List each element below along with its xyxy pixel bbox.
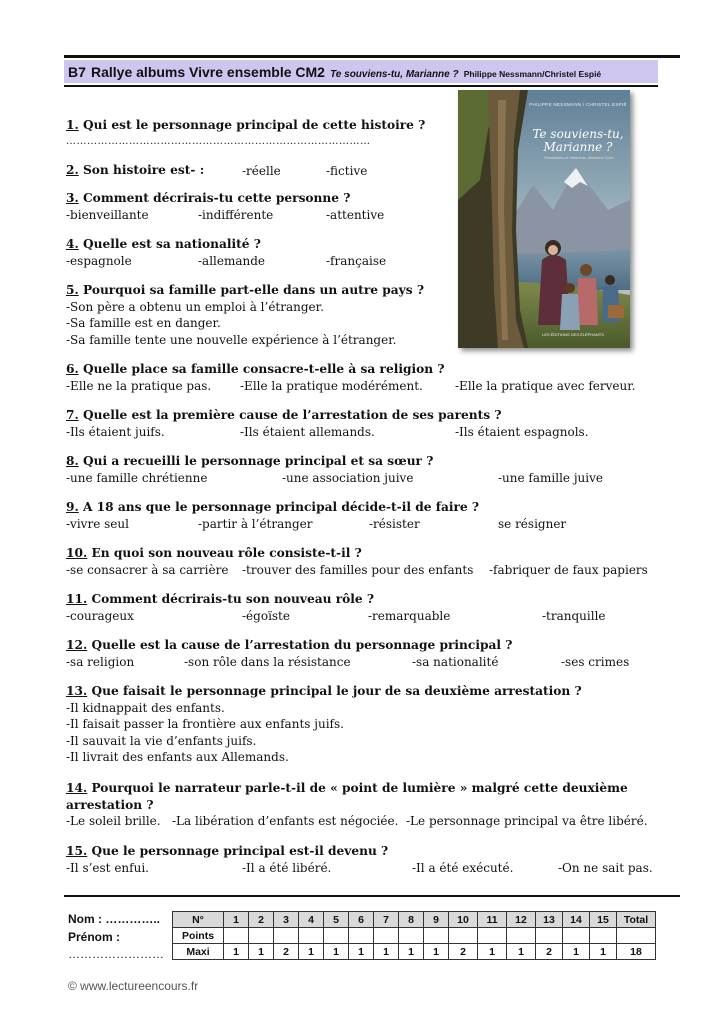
score-input-cell[interactable] xyxy=(349,928,374,944)
answer-option[interactable]: -ses crimes xyxy=(561,654,630,669)
answer-option[interactable]: -fictive xyxy=(326,164,368,178)
question-14 xyxy=(66,780,666,830)
question-number: 1. xyxy=(66,118,79,132)
score-input-cell[interactable] xyxy=(424,928,449,944)
cover-title xyxy=(528,128,628,154)
score-input-cell[interactable] xyxy=(563,928,590,944)
question-number: 14. xyxy=(66,781,88,795)
answer-option[interactable]: -Elle ne la pratique pas. xyxy=(66,378,212,393)
question-text: Quelle est sa nationalité ? xyxy=(82,237,261,251)
question-number: 9. xyxy=(66,500,79,514)
score-cell: 8 xyxy=(399,912,424,928)
answer-option[interactable]: -une famille chrétienne xyxy=(66,470,208,485)
answer-option[interactable]: -Sa famille tente une nouvelle expérience à l’étranger. xyxy=(66,332,397,347)
answer-option[interactable]: -se consacrer à sa carrière xyxy=(66,562,229,577)
score-input-cell[interactable] xyxy=(449,928,478,944)
header-rule-bottom xyxy=(64,85,658,87)
question-text: Que le personnage principal est-il devenu ? xyxy=(91,844,389,858)
answer-option[interactable]: se résigner xyxy=(498,516,567,531)
question-8 xyxy=(66,453,666,487)
cover-title-line2: Marianne ? xyxy=(543,140,613,154)
score-header-row xyxy=(173,912,656,928)
score-cell: 1 xyxy=(478,944,507,960)
answer-line[interactable]: …………………………………………………………………………… xyxy=(66,135,371,147)
question-text: Quelle est la première cause de l’arrestation de ses parents ? xyxy=(82,408,502,422)
score-cell: 2 xyxy=(536,944,563,960)
score-input-cell[interactable] xyxy=(399,928,424,944)
score-cell: 1 xyxy=(324,944,349,960)
score-input-cell[interactable] xyxy=(224,928,249,944)
question-text: Pourquoi sa famille part-elle dans un autre pays ? xyxy=(82,283,424,297)
question-number: 11. xyxy=(66,592,88,606)
score-input-cell[interactable] xyxy=(274,928,299,944)
question-number: 7. xyxy=(66,408,79,422)
answer-option[interactable]: -remarquable xyxy=(368,608,451,623)
question-number: 10. xyxy=(66,546,88,560)
question-text: Quelle place sa famille consacre-t-elle à sa religion ? xyxy=(82,362,445,376)
score-cell: 1 xyxy=(590,944,617,960)
header-code: B7 xyxy=(68,64,86,80)
question-text: Pourquoi le narrateur parle-t-il de « point de lumière » malgré cette deuxième xyxy=(91,781,628,795)
score-cell: Points xyxy=(173,928,224,944)
score-cell: N° xyxy=(173,912,224,928)
cover-publisher: LES ÉDITIONS DES ÉLÉPHANTS xyxy=(542,332,604,337)
answer-option[interactable]: -égoïste xyxy=(242,608,290,623)
score-cell: 1 xyxy=(249,944,274,960)
answer-option[interactable]: -Il faisait passer la frontière aux enfants juifs. xyxy=(66,717,344,731)
answer-option[interactable]: -une famille juive xyxy=(498,470,603,485)
score-cell: 1 xyxy=(399,944,424,960)
prenom-dots[interactable]: …………………… xyxy=(68,947,164,961)
question-number: 6. xyxy=(66,362,79,376)
answer-option[interactable]: -résister xyxy=(369,516,420,531)
score-cell: Total xyxy=(617,912,656,928)
score-cell: 4 xyxy=(299,912,324,928)
score-points-row xyxy=(173,928,656,944)
header-authors: Philippe Nessmann/Christel Espié xyxy=(463,69,602,79)
score-cell: 2 xyxy=(249,912,274,928)
answer-option[interactable]: -fabriquer de faux papiers xyxy=(489,562,648,577)
score-input-cell[interactable] xyxy=(536,928,563,944)
question-number: 2. xyxy=(66,163,79,177)
question-text: Qui est le personnage principal de cette histoire ? xyxy=(82,118,426,132)
cover-authors: PHILIPPE NESSMANN / CHRISTEL ESPIÉ xyxy=(529,102,627,107)
score-cell: 15 xyxy=(590,912,617,928)
question-1 xyxy=(66,117,425,150)
header-book-title: Te souviens-tu, Marianne ? xyxy=(330,69,459,80)
score-cell: 7 xyxy=(374,912,399,928)
question-text: Son histoire est- : xyxy=(82,163,205,177)
score-cell: 6 xyxy=(349,912,374,928)
score-cell: 12 xyxy=(507,912,536,928)
question-9 xyxy=(66,499,666,533)
score-cell: 1 xyxy=(224,912,249,928)
question-12 xyxy=(66,637,666,671)
answer-option[interactable]: -Le soleil brille. xyxy=(66,814,161,828)
score-table xyxy=(172,911,656,960)
score-input-cell[interactable] xyxy=(590,928,617,944)
answer-option[interactable]: -Ils étaient juifs. xyxy=(66,424,165,439)
answer-option[interactable]: -bienveillante xyxy=(66,207,149,222)
answer-option[interactable]: -sa religion xyxy=(66,654,135,669)
prenom-label[interactable]: Prénom : xyxy=(68,930,121,944)
score-cell: 1 xyxy=(374,944,399,960)
answer-option[interactable]: -sa nationalité xyxy=(412,654,499,669)
score-cell: 2 xyxy=(274,944,299,960)
score-input-cell[interactable] xyxy=(478,928,507,944)
question-number: 4. xyxy=(66,237,79,251)
answer-option[interactable]: -Il sauvait la vie d’enfants juifs. xyxy=(66,733,257,748)
answer-option[interactable]: -On ne sait pas. xyxy=(558,860,653,875)
score-cell: 10 xyxy=(449,912,478,928)
nom-label[interactable]: Nom : ………….. xyxy=(68,912,160,926)
cover-title-line1: Te souviens-tu, xyxy=(532,127,624,141)
question-text: En quoi son nouveau rôle consiste-t-il ? xyxy=(91,546,362,560)
answer-option[interactable]: -Ils étaient allemands. xyxy=(240,424,375,439)
question-text: Comment décrirais-tu cette personne ? xyxy=(82,191,351,205)
score-cell: Maxi xyxy=(173,944,224,960)
question-text: Quelle est la cause de l’arrestation du personnage principal ? xyxy=(91,638,513,652)
answer-option[interactable]: -tranquille xyxy=(542,608,606,623)
score-cell: 1 xyxy=(349,944,374,960)
question-text: A 18 ans que le personnage principal décide-t-il de faire ? xyxy=(82,500,480,514)
score-cell: 14 xyxy=(563,912,590,928)
footer-rule xyxy=(64,895,680,897)
answer-option[interactable]: -espagnole xyxy=(66,253,132,268)
answer-option[interactable]: -Elle la pratique modérément. xyxy=(240,378,423,393)
question-text: Qui a recueilli le personnage principal et sa sœur ? xyxy=(82,454,434,468)
header-rule-top xyxy=(64,55,680,58)
answer-option[interactable]: -allemande xyxy=(198,253,266,268)
score-cell: 18 xyxy=(617,944,656,960)
answer-option[interactable]: -vivre seul xyxy=(66,516,129,531)
question-2 xyxy=(66,162,666,180)
answer-option[interactable]: -son rôle dans la résistance xyxy=(184,654,351,669)
answer-option[interactable]: -Elle la pratique avec ferveur. xyxy=(455,378,636,393)
answer-option[interactable]: -Il kidnappait des enfants. xyxy=(66,700,225,715)
answer-option[interactable]: -réelle xyxy=(242,164,281,178)
question-text: Comment décrirais-tu son nouveau rôle ? xyxy=(91,592,375,606)
score-cell: 1 xyxy=(299,944,324,960)
answer-option[interactable]: -une association juive xyxy=(282,470,414,485)
score-cell: 9 xyxy=(424,912,449,928)
score-input-cell[interactable] xyxy=(324,928,349,944)
question-text: Que faisait le personnage principal le jour de sa deuxième arrestation ? xyxy=(91,684,582,698)
question-15 xyxy=(66,843,666,877)
score-cell: 1 xyxy=(563,944,590,960)
header-title xyxy=(68,62,601,82)
score-cell: 1 xyxy=(224,944,249,960)
answer-option[interactable]: -trouver des familles pour des enfants xyxy=(242,562,474,577)
cover-subtitle: Résistantes et résistants, Marianne Cohn xyxy=(544,156,614,160)
answer-option[interactable]: -Il a été exécuté. xyxy=(412,860,514,875)
answer-option[interactable]: -Son père a obtenu un emploi à l’étranger. xyxy=(66,299,324,314)
answer-option[interactable]: -La libération d’enfants est négociée. xyxy=(172,814,399,828)
question-text-continued: arrestation ? xyxy=(66,797,154,812)
answer-option[interactable]: -Sa famille est en danger. xyxy=(66,316,221,330)
score-input-cell[interactable] xyxy=(374,928,399,944)
answer-option[interactable]: -attentive xyxy=(326,207,385,222)
answer-option[interactable]: -courageux xyxy=(66,608,134,623)
copyright-link[interactable]: © www.lectureencours.fr xyxy=(68,979,199,993)
question-6 xyxy=(66,361,666,395)
question-number: 12. xyxy=(66,638,88,652)
score-total-input-cell[interactable] xyxy=(617,928,656,944)
question-13 xyxy=(66,683,666,766)
answer-option[interactable]: -française xyxy=(326,253,387,268)
score-maxi-row xyxy=(173,944,656,960)
question-number: 15. xyxy=(66,844,88,858)
score-cell: 1 xyxy=(507,944,536,960)
question-number: 3. xyxy=(66,191,79,205)
answer-option[interactable]: -indifférente xyxy=(198,207,274,222)
question-10 xyxy=(66,545,666,579)
score-cell: 2 xyxy=(449,944,478,960)
score-cell: 5 xyxy=(324,912,349,928)
answer-option[interactable]: -Ils étaient espagnols. xyxy=(455,424,589,439)
header-rallye-title: Rallye albums Vivre ensemble CM2 xyxy=(91,64,325,80)
score-cell: 13 xyxy=(536,912,563,928)
question-number: 13. xyxy=(66,684,88,698)
question-3 xyxy=(66,190,666,224)
score-input-cell[interactable] xyxy=(249,928,274,944)
score-cell: 1 xyxy=(424,944,449,960)
answer-option[interactable]: -Il s’est enfui. xyxy=(66,860,149,875)
question-number: 5. xyxy=(66,283,79,297)
question-number: 8. xyxy=(66,454,79,468)
answer-option[interactable]: -partir à l’étranger xyxy=(198,516,313,531)
question-7 xyxy=(66,407,666,441)
score-input-cell[interactable] xyxy=(507,928,536,944)
score-cell: 3 xyxy=(274,912,299,928)
score-cell: 11 xyxy=(478,912,507,928)
answer-option[interactable]: -Le personnage principal va être libéré. xyxy=(406,814,648,828)
question-4 xyxy=(66,236,666,270)
question-11 xyxy=(66,591,666,625)
answer-option[interactable]: -Il livrait des enfants aux Allemands. xyxy=(66,750,289,764)
answer-option[interactable]: -Il a été libéré. xyxy=(242,860,332,875)
score-input-cell[interactable] xyxy=(299,928,324,944)
question-5 xyxy=(66,282,456,348)
